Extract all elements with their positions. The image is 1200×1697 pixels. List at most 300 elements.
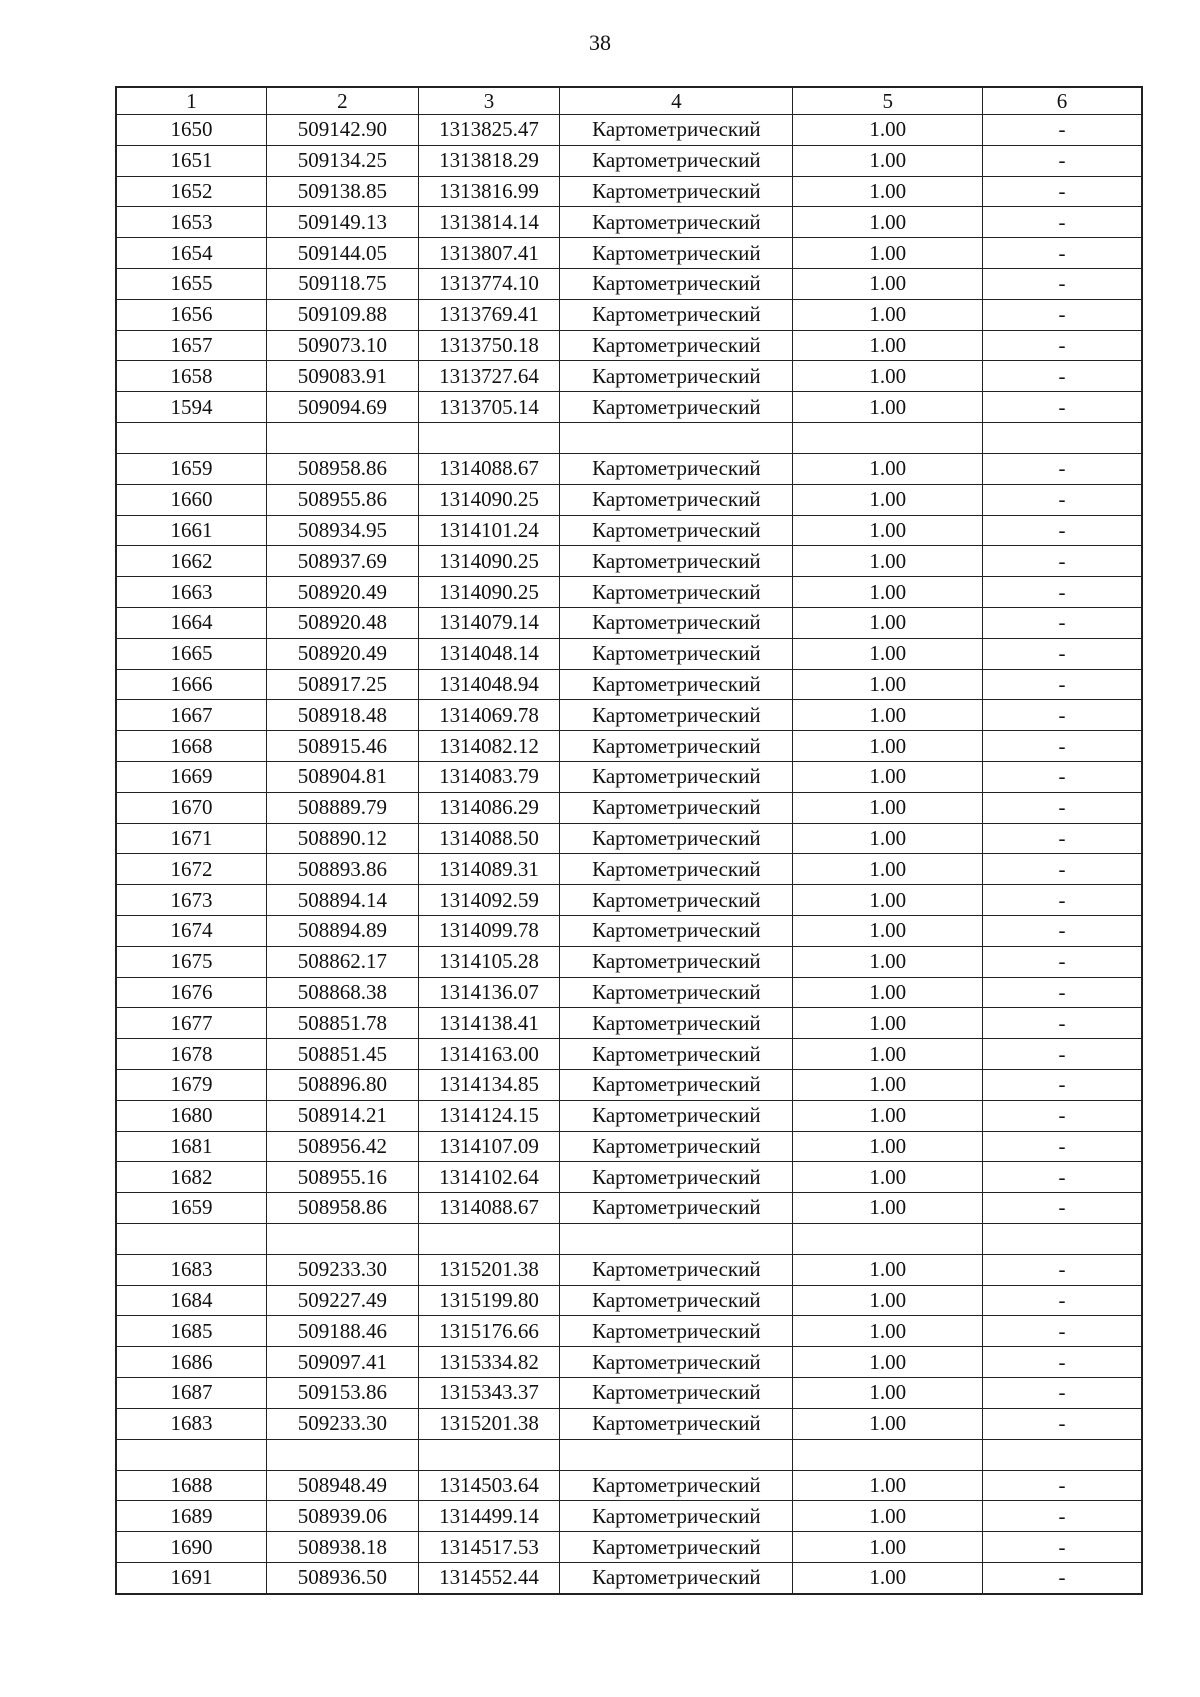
- method-cell: Картометрический: [560, 299, 793, 330]
- method-cell: Картометрический: [560, 731, 793, 762]
- y-coordinate-cell: 1314517.53: [418, 1532, 560, 1563]
- table-row: [116, 1008, 1142, 1039]
- table-row: [116, 885, 1142, 916]
- accuracy-cell: 1.00: [793, 361, 983, 392]
- note-cell: -: [982, 330, 1142, 361]
- note-cell: -: [982, 977, 1142, 1008]
- y-coordinate-cell: 1315199.80: [418, 1285, 560, 1316]
- accuracy-cell: 1.00: [793, 1470, 983, 1501]
- method-cell: Картометрический: [560, 1008, 793, 1039]
- accuracy-cell: 1.00: [793, 207, 983, 238]
- x-coordinate-cell: 509233.30: [267, 1408, 419, 1439]
- x-coordinate-cell: 508920.49: [267, 638, 419, 669]
- y-coordinate-cell: 1314134.85: [418, 1069, 560, 1100]
- y-coordinate-cell: 1313769.41: [418, 299, 560, 330]
- x-coordinate-cell: 509188.46: [267, 1316, 419, 1347]
- y-coordinate-cell: 1314086.29: [418, 792, 560, 823]
- accuracy-cell: 1.00: [793, 1563, 983, 1594]
- method-cell: Картометрический: [560, 669, 793, 700]
- note-cell: [982, 1223, 1142, 1254]
- point-number-cell: 1691: [116, 1563, 267, 1594]
- point-number-cell: 1659: [116, 1193, 267, 1224]
- point-number-cell: [116, 1223, 267, 1254]
- table-body: [116, 115, 1142, 1594]
- table-row: [116, 1131, 1142, 1162]
- table-row: [116, 977, 1142, 1008]
- y-coordinate-cell: 1314048.14: [418, 638, 560, 669]
- x-coordinate-cell: 508894.89: [267, 915, 419, 946]
- point-number-cell: 1650: [116, 115, 267, 146]
- y-coordinate-cell: 1314090.25: [418, 546, 560, 577]
- note-cell: -: [982, 854, 1142, 885]
- point-number-cell: 1652: [116, 176, 267, 207]
- y-coordinate-cell: 1314136.07: [418, 977, 560, 1008]
- method-cell: Картометрический: [560, 453, 793, 484]
- y-coordinate-cell: 1314138.41: [418, 1008, 560, 1039]
- method-cell: Картометрический: [560, 1069, 793, 1100]
- point-number-cell: 1661: [116, 515, 267, 546]
- accuracy-cell: 1.00: [793, 515, 983, 546]
- x-coordinate-cell: 508894.14: [267, 885, 419, 916]
- table-row: [116, 1378, 1142, 1409]
- accuracy-cell: 1.00: [793, 638, 983, 669]
- note-cell: -: [982, 238, 1142, 269]
- note-cell: -: [982, 361, 1142, 392]
- method-cell: Картометрический: [560, 1100, 793, 1131]
- x-coordinate-cell: 509118.75: [267, 268, 419, 299]
- method-cell: Картометрический: [560, 577, 793, 608]
- table-row: [116, 546, 1142, 577]
- y-coordinate-cell: 1315343.37: [418, 1378, 560, 1409]
- note-cell: -: [982, 1316, 1142, 1347]
- point-number-cell: [116, 422, 267, 453]
- y-coordinate-cell: 1314107.09: [418, 1131, 560, 1162]
- accuracy-cell: 1.00: [793, 1254, 983, 1285]
- column-header: 4: [560, 87, 793, 115]
- x-coordinate-cell: 509134.25: [267, 145, 419, 176]
- method-cell: Картометрический: [560, 392, 793, 423]
- x-coordinate-cell: 508958.86: [267, 1193, 419, 1224]
- x-coordinate-cell: 509149.13: [267, 207, 419, 238]
- point-number-cell: 1660: [116, 484, 267, 515]
- point-number-cell: 1665: [116, 638, 267, 669]
- note-cell: -: [982, 392, 1142, 423]
- accuracy-cell: 1.00: [793, 453, 983, 484]
- x-coordinate-cell: 509097.41: [267, 1347, 419, 1378]
- table-row: [116, 638, 1142, 669]
- point-number-cell: 1682: [116, 1162, 267, 1193]
- x-coordinate-cell: 508934.95: [267, 515, 419, 546]
- note-cell: -: [982, 1254, 1142, 1285]
- y-coordinate-cell: 1314048.94: [418, 669, 560, 700]
- y-coordinate-cell: 1313705.14: [418, 392, 560, 423]
- note-cell: [982, 422, 1142, 453]
- method-cell: Картометрический: [560, 823, 793, 854]
- note-cell: -: [982, 1193, 1142, 1224]
- x-coordinate-cell: 509083.91: [267, 361, 419, 392]
- point-number-cell: 1684: [116, 1285, 267, 1316]
- x-coordinate-cell: 508955.86: [267, 484, 419, 515]
- y-coordinate-cell: 1313774.10: [418, 268, 560, 299]
- x-coordinate-cell: 508917.25: [267, 669, 419, 700]
- x-coordinate-cell: 508868.38: [267, 977, 419, 1008]
- x-coordinate-cell: 508958.86: [267, 453, 419, 484]
- table-row: [116, 1254, 1142, 1285]
- x-coordinate-cell: 508914.21: [267, 1100, 419, 1131]
- table-row: [116, 515, 1142, 546]
- point-number-cell: 1676: [116, 977, 267, 1008]
- y-coordinate-cell: 1314099.78: [418, 915, 560, 946]
- y-coordinate-cell: 1313816.99: [418, 176, 560, 207]
- point-number-cell: 1679: [116, 1069, 267, 1100]
- method-cell: Картометрический: [560, 546, 793, 577]
- y-coordinate-cell: [418, 1439, 560, 1470]
- column-header: 6: [982, 87, 1142, 115]
- note-cell: -: [982, 1039, 1142, 1070]
- table-separator-row: [116, 1223, 1142, 1254]
- x-coordinate-cell: 508862.17: [267, 946, 419, 977]
- table-row: [116, 1039, 1142, 1070]
- note-cell: -: [982, 207, 1142, 238]
- point-number-cell: 1673: [116, 885, 267, 916]
- table-row: [116, 1193, 1142, 1224]
- table-row: [116, 1316, 1142, 1347]
- method-cell: Картометрический: [560, 361, 793, 392]
- point-number-cell: 1669: [116, 761, 267, 792]
- table-row: [116, 946, 1142, 977]
- y-coordinate-cell: 1314089.31: [418, 854, 560, 885]
- table-row: [116, 823, 1142, 854]
- accuracy-cell: 1.00: [793, 577, 983, 608]
- y-coordinate-cell: 1313818.29: [418, 145, 560, 176]
- x-coordinate-cell: [267, 422, 419, 453]
- point-number-cell: 1662: [116, 546, 267, 577]
- note-cell: -: [982, 731, 1142, 762]
- method-cell: [560, 1223, 793, 1254]
- point-number-cell: 1683: [116, 1254, 267, 1285]
- y-coordinate-cell: 1313727.64: [418, 361, 560, 392]
- point-number-cell: 1659: [116, 453, 267, 484]
- table-row: [116, 792, 1142, 823]
- y-coordinate-cell: [418, 422, 560, 453]
- point-number-cell: 1666: [116, 669, 267, 700]
- table-separator-row: [116, 422, 1142, 453]
- x-coordinate-cell: 508893.86: [267, 854, 419, 885]
- accuracy-cell: 1.00: [793, 392, 983, 423]
- note-cell: -: [982, 176, 1142, 207]
- accuracy-cell: 1.00: [793, 977, 983, 1008]
- y-coordinate-cell: 1315201.38: [418, 1254, 560, 1285]
- y-coordinate-cell: 1314088.67: [418, 453, 560, 484]
- y-coordinate-cell: 1314083.79: [418, 761, 560, 792]
- point-number-cell: 1670: [116, 792, 267, 823]
- note-cell: -: [982, 546, 1142, 577]
- x-coordinate-cell: 508936.50: [267, 1563, 419, 1594]
- y-coordinate-cell: 1314079.14: [418, 607, 560, 638]
- accuracy-cell: 1.00: [793, 1193, 983, 1224]
- point-number-cell: 1664: [116, 607, 267, 638]
- table-row: [116, 700, 1142, 731]
- point-number-cell: 1674: [116, 915, 267, 946]
- method-cell: Картометрический: [560, 1285, 793, 1316]
- method-cell: Картометрический: [560, 761, 793, 792]
- table-row: [116, 207, 1142, 238]
- x-coordinate-cell: 508920.49: [267, 577, 419, 608]
- table-row: [116, 1470, 1142, 1501]
- method-cell: Картометрический: [560, 946, 793, 977]
- accuracy-cell: 1.00: [793, 1532, 983, 1563]
- x-coordinate-cell: 509142.90: [267, 115, 419, 146]
- note-cell: -: [982, 1470, 1142, 1501]
- coordinates-table: [115, 86, 1143, 1595]
- x-coordinate-cell: 508915.46: [267, 731, 419, 762]
- method-cell: Картометрический: [560, 1470, 793, 1501]
- table-row: [116, 1347, 1142, 1378]
- accuracy-cell: 1.00: [793, 669, 983, 700]
- method-cell: Картометрический: [560, 1131, 793, 1162]
- x-coordinate-cell: 509144.05: [267, 238, 419, 269]
- table-row: [116, 238, 1142, 269]
- point-number-cell: 1668: [116, 731, 267, 762]
- method-cell: [560, 422, 793, 453]
- y-coordinate-cell: 1314105.28: [418, 946, 560, 977]
- table-row: [116, 268, 1142, 299]
- x-coordinate-cell: 508918.48: [267, 700, 419, 731]
- point-number-cell: 1667: [116, 700, 267, 731]
- y-coordinate-cell: 1314102.64: [418, 1162, 560, 1193]
- x-coordinate-cell: 509138.85: [267, 176, 419, 207]
- table-row: [116, 1069, 1142, 1100]
- note-cell: -: [982, 792, 1142, 823]
- note-cell: -: [982, 761, 1142, 792]
- y-coordinate-cell: 1314090.25: [418, 484, 560, 515]
- x-coordinate-cell: 508851.45: [267, 1039, 419, 1070]
- table-row: [116, 669, 1142, 700]
- x-coordinate-cell: [267, 1439, 419, 1470]
- point-number-cell: 1677: [116, 1008, 267, 1039]
- y-coordinate-cell: 1314552.44: [418, 1563, 560, 1594]
- y-coordinate-cell: [418, 1223, 560, 1254]
- point-number-cell: 1686: [116, 1347, 267, 1378]
- table-row: [116, 1532, 1142, 1563]
- accuracy-cell: 1.00: [793, 1008, 983, 1039]
- accuracy-cell: 1.00: [793, 1285, 983, 1316]
- point-number-cell: 1672: [116, 854, 267, 885]
- table-row: [116, 761, 1142, 792]
- point-number-cell: 1687: [116, 1378, 267, 1409]
- y-coordinate-cell: 1314499.14: [418, 1501, 560, 1532]
- accuracy-cell: 1.00: [793, 854, 983, 885]
- x-coordinate-cell: 508938.18: [267, 1532, 419, 1563]
- accuracy-cell: 1.00: [793, 1100, 983, 1131]
- method-cell: Картометрический: [560, 484, 793, 515]
- accuracy-cell: 1.00: [793, 268, 983, 299]
- note-cell: -: [982, 145, 1142, 176]
- point-number-cell: 1654: [116, 238, 267, 269]
- method-cell: Картометрический: [560, 792, 793, 823]
- table-row: [116, 1100, 1142, 1131]
- table-row: [116, 854, 1142, 885]
- y-coordinate-cell: 1314101.24: [418, 515, 560, 546]
- method-cell: Картометрический: [560, 1162, 793, 1193]
- note-cell: -: [982, 299, 1142, 330]
- accuracy-cell: [793, 1439, 983, 1470]
- x-coordinate-cell: 509109.88: [267, 299, 419, 330]
- method-cell: Картометрический: [560, 607, 793, 638]
- y-coordinate-cell: 1313750.18: [418, 330, 560, 361]
- note-cell: -: [982, 115, 1142, 146]
- accuracy-cell: 1.00: [793, 145, 983, 176]
- y-coordinate-cell: 1314088.67: [418, 1193, 560, 1224]
- method-cell: Картометрический: [560, 115, 793, 146]
- accuracy-cell: 1.00: [793, 299, 983, 330]
- table-row: [116, 453, 1142, 484]
- x-coordinate-cell: 508955.16: [267, 1162, 419, 1193]
- note-cell: -: [982, 1563, 1142, 1594]
- note-cell: -: [982, 1069, 1142, 1100]
- x-coordinate-cell: 509233.30: [267, 1254, 419, 1285]
- x-coordinate-cell: 509153.86: [267, 1378, 419, 1409]
- point-number-cell: 1658: [116, 361, 267, 392]
- y-coordinate-cell: 1314069.78: [418, 700, 560, 731]
- method-cell: Картометрический: [560, 176, 793, 207]
- table-row: [116, 176, 1142, 207]
- accuracy-cell: 1.00: [793, 1347, 983, 1378]
- y-coordinate-cell: 1314088.50: [418, 823, 560, 854]
- accuracy-cell: 1.00: [793, 915, 983, 946]
- point-number-cell: 1671: [116, 823, 267, 854]
- method-cell: Картометрический: [560, 268, 793, 299]
- note-cell: -: [982, 577, 1142, 608]
- method-cell: Картометрический: [560, 700, 793, 731]
- note-cell: -: [982, 1162, 1142, 1193]
- note-cell: -: [982, 700, 1142, 731]
- accuracy-cell: 1.00: [793, 946, 983, 977]
- point-number-cell: 1678: [116, 1039, 267, 1070]
- accuracy-cell: 1.00: [793, 1408, 983, 1439]
- table-row: [116, 577, 1142, 608]
- table-row: [116, 731, 1142, 762]
- point-number-cell: 1651: [116, 145, 267, 176]
- x-coordinate-cell: 508889.79: [267, 792, 419, 823]
- accuracy-cell: 1.00: [793, 823, 983, 854]
- y-coordinate-cell: 1315201.38: [418, 1408, 560, 1439]
- y-coordinate-cell: 1314090.25: [418, 577, 560, 608]
- accuracy-cell: 1.00: [793, 700, 983, 731]
- table-row: [116, 145, 1142, 176]
- y-coordinate-cell: 1314092.59: [418, 885, 560, 916]
- note-cell: -: [982, 515, 1142, 546]
- note-cell: -: [982, 885, 1142, 916]
- page-number: 38: [589, 30, 611, 55]
- accuracy-cell: 1.00: [793, 115, 983, 146]
- x-coordinate-cell: 508851.78: [267, 1008, 419, 1039]
- accuracy-cell: 1.00: [793, 761, 983, 792]
- note-cell: -: [982, 669, 1142, 700]
- point-number-cell: 1657: [116, 330, 267, 361]
- note-cell: -: [982, 1347, 1142, 1378]
- note-cell: -: [982, 1378, 1142, 1409]
- x-coordinate-cell: 508904.81: [267, 761, 419, 792]
- accuracy-cell: 1.00: [793, 1069, 983, 1100]
- table-separator-row: [116, 1439, 1142, 1470]
- method-cell: Картометрический: [560, 1408, 793, 1439]
- point-number-cell: 1681: [116, 1131, 267, 1162]
- table-row: [116, 1501, 1142, 1532]
- method-cell: Картометрический: [560, 977, 793, 1008]
- table-row: [116, 484, 1142, 515]
- accuracy-cell: 1.00: [793, 484, 983, 515]
- method-cell: Картометрический: [560, 207, 793, 238]
- note-cell: -: [982, 915, 1142, 946]
- method-cell: Картометрический: [560, 1563, 793, 1594]
- accuracy-cell: [793, 1223, 983, 1254]
- point-number-cell: 1663: [116, 577, 267, 608]
- note-cell: -: [982, 1100, 1142, 1131]
- x-coordinate-cell: 508956.42: [267, 1131, 419, 1162]
- x-coordinate-cell: 508948.49: [267, 1470, 419, 1501]
- method-cell: Картометрический: [560, 854, 793, 885]
- y-coordinate-cell: 1313825.47: [418, 115, 560, 146]
- accuracy-cell: 1.00: [793, 1316, 983, 1347]
- note-cell: -: [982, 607, 1142, 638]
- method-cell: Картометрический: [560, 330, 793, 361]
- point-number-cell: 1683: [116, 1408, 267, 1439]
- y-coordinate-cell: 1315334.82: [418, 1347, 560, 1378]
- note-cell: -: [982, 638, 1142, 669]
- x-coordinate-cell: 508890.12: [267, 823, 419, 854]
- table-row: [116, 115, 1142, 146]
- table-row: [116, 361, 1142, 392]
- accuracy-cell: 1.00: [793, 330, 983, 361]
- accuracy-cell: 1.00: [793, 731, 983, 762]
- x-coordinate-cell: 508939.06: [267, 1501, 419, 1532]
- note-cell: -: [982, 1285, 1142, 1316]
- table-row: [116, 330, 1142, 361]
- point-number-cell: 1689: [116, 1501, 267, 1532]
- x-coordinate-cell: 509094.69: [267, 392, 419, 423]
- x-coordinate-cell: 508937.69: [267, 546, 419, 577]
- accuracy-cell: 1.00: [793, 885, 983, 916]
- method-cell: Картометрический: [560, 1316, 793, 1347]
- column-header: 2: [267, 87, 419, 115]
- accuracy-cell: 1.00: [793, 1501, 983, 1532]
- method-cell: Картометрический: [560, 1532, 793, 1563]
- table-row: [116, 1408, 1142, 1439]
- note-cell: -: [982, 453, 1142, 484]
- table-header-row: [116, 87, 1142, 115]
- point-number-cell: 1690: [116, 1532, 267, 1563]
- accuracy-cell: 1.00: [793, 176, 983, 207]
- note-cell: -: [982, 1131, 1142, 1162]
- accuracy-cell: 1.00: [793, 792, 983, 823]
- note-cell: -: [982, 823, 1142, 854]
- table-row: [116, 1563, 1142, 1594]
- accuracy-cell: 1.00: [793, 1131, 983, 1162]
- point-number-cell: 1656: [116, 299, 267, 330]
- point-number-cell: 1680: [116, 1100, 267, 1131]
- method-cell: Картометрический: [560, 1039, 793, 1070]
- y-coordinate-cell: 1313814.14: [418, 207, 560, 238]
- accuracy-cell: 1.00: [793, 1039, 983, 1070]
- x-coordinate-cell: [267, 1223, 419, 1254]
- note-cell: -: [982, 268, 1142, 299]
- x-coordinate-cell: 509073.10: [267, 330, 419, 361]
- point-number-cell: 1685: [116, 1316, 267, 1347]
- method-cell: Картометрический: [560, 145, 793, 176]
- method-cell: Картометрический: [560, 638, 793, 669]
- y-coordinate-cell: 1314082.12: [418, 731, 560, 762]
